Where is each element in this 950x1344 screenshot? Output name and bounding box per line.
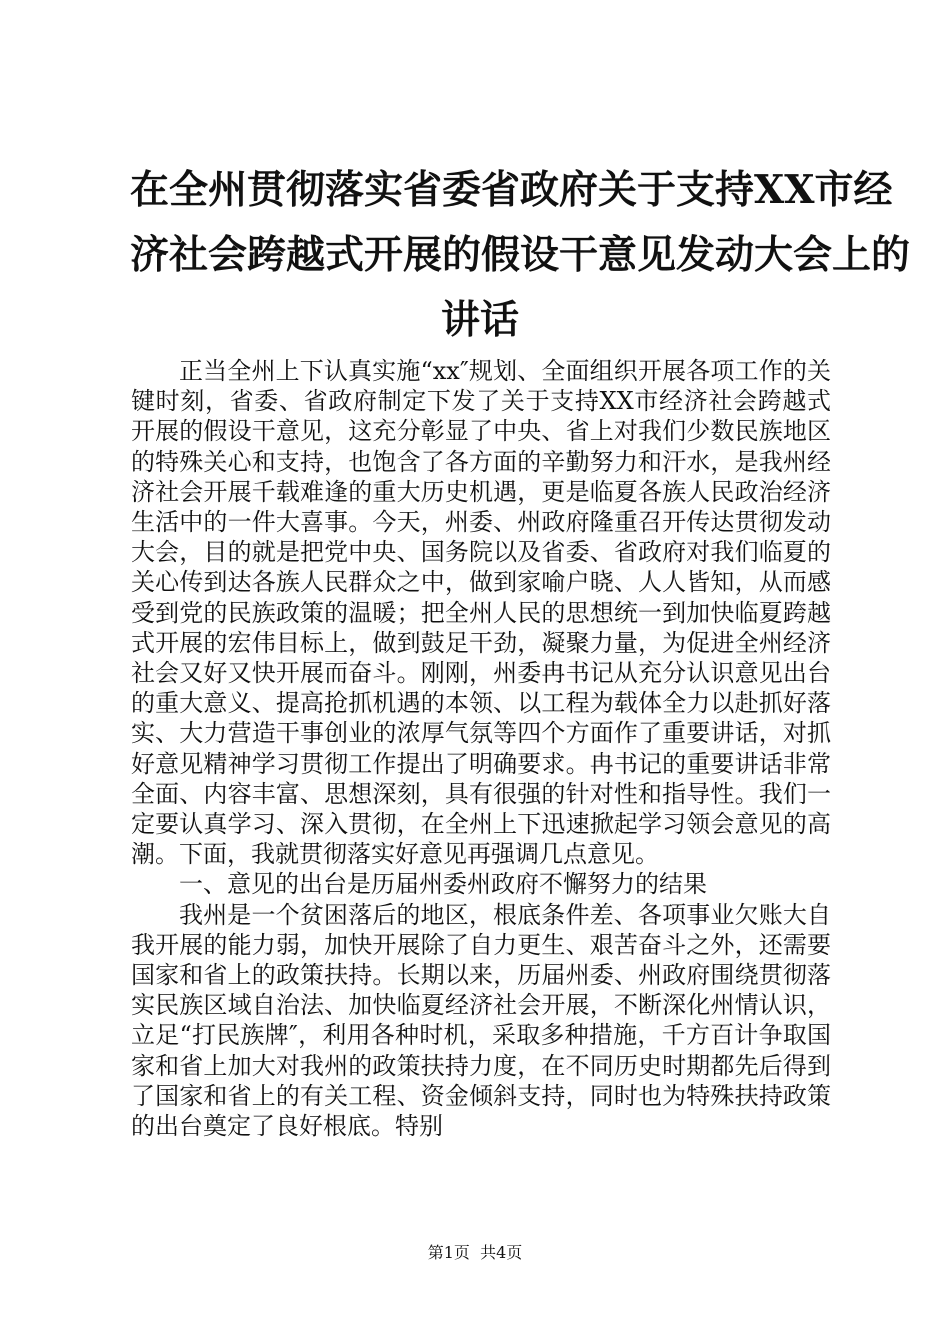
- page-footer: [0, 1243, 950, 1263]
- document-title: [130, 158, 911, 353]
- body-paragraph: 我州是一个贫困落后的地区，根底条件差、各项事业欠账大自我开展的能力弱，加快开展除了自力更生、艰苦奋斗之外，还需要国家和省上的政策扶持。长期以来，历届州委、州政府围绕贯彻落实民族区域自治法、加快临夏经济社会开展，不断深化州情认识，立足“打民族牌″，利用各种时机，采取多种措施，千方百计争取国家和省上加大对我州的政策扶持力度，在不同历史时期都先后得到了国家和省上的有关工程、资金倾斜支持，同时也为特殊扶持政策的出台奠定了良好根底。特别: [131, 900, 831, 1141]
- title-line: 在全州贯彻落实省委省政府关于支持XX市经: [130, 167, 893, 213]
- body-paragraph: 正当全州上下认真实施“xx″规划、全面组织开展各项工作的关键时刻，省委、省政府制定下发了关于支持XX市经济社会跨越式开展的假设干意见，这充分彰显了中央、省上对我们少数民族地区的特殊关心和支持，也饱含了各方面的辛勤努力和汗水，是我州经济社会开展千载难逢的重大历史机遇，更是临夏各族人民政治经济生活中的一件大喜事。今天，州委、州政府隆重召开传达贯彻发动大会，目的就是把党中央、国务院以及省委、省政府对我们临夏的关心传到达各族人民群众之中，做到家喻户晓、人人皆知，从而感受到党的民族政策的温暖；把全州人民的思想统一到加快临夏跨越式开展的宏伟目标上，做到鼓足干劲，凝聚力量，为促进全州经济社会又好又快开展而奋斗。刚刚，州委冉书记从充分认识意见出台的重大意义、提高抢抓机遇的本领、以工程为载体全力以赴抓好落实、大力营造干事创业的浓厚气氛等四个方面作了重要讲话，对抓好意见精神学习贯彻工作提出了明确要求。冉书记的重要讲话非常全面、内容丰富、思想深刻，具有很强的针对性和指导性。我们一定要认真学习、深入贯彻，在全州上下迅速掀起学习领会意见的高潮。下面，我就贯彻落实好意见再强调几点意见。: [131, 357, 831, 869]
- title-line: 讲话: [440, 297, 519, 343]
- title-line: 济社会跨越式开展的假设干意见发动大会上的: [130, 232, 911, 278]
- page-number: 第1页 共4页: [427, 1243, 523, 1262]
- document-body: [131, 356, 831, 1141]
- section-heading: 一、意见的出台是历届州委州政府不懈努力的结果: [179, 870, 707, 899]
